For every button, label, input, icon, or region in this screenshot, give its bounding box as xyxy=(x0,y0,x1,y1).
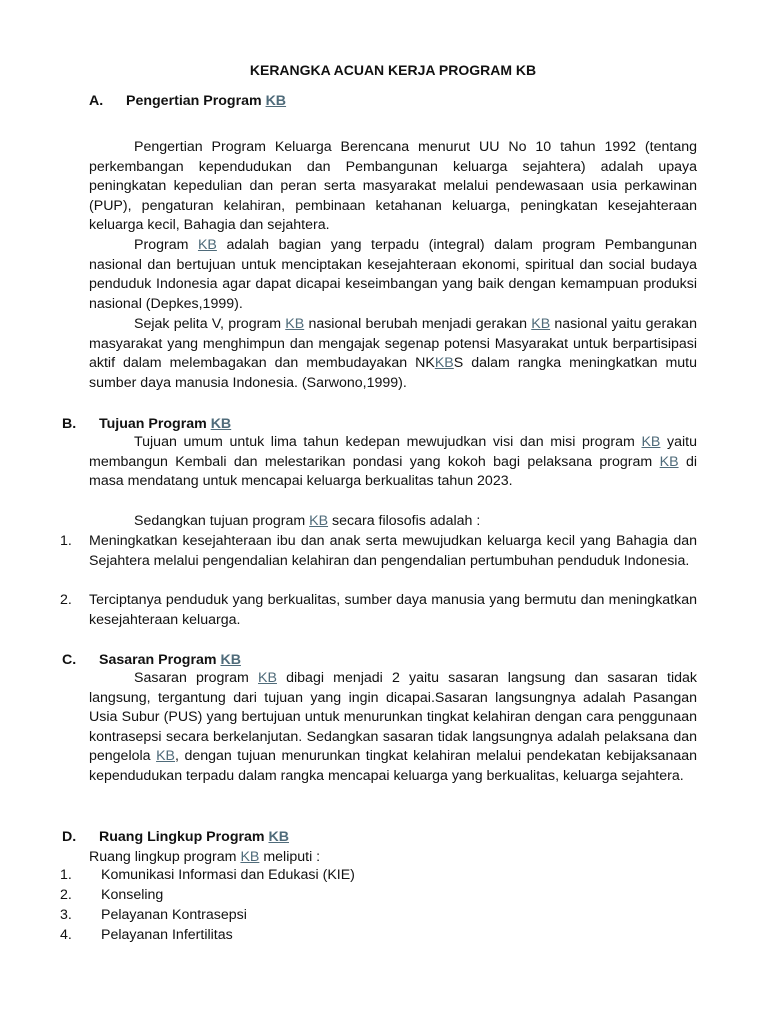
list-number: 3. xyxy=(60,907,72,923)
kb-link[interactable]: KB xyxy=(156,748,175,765)
paragraph-text: Ruang lingkup program xyxy=(89,849,237,865)
section-d-intro xyxy=(89,847,320,867)
document-title: KERANGKA ACUAN KERJA PROGRAM KB xyxy=(249,62,537,78)
paragraph-text: secara filosofis adalah : xyxy=(332,513,481,529)
kb-link[interactable]: KB xyxy=(641,434,661,450)
paragraph-text: Sasaran program xyxy=(134,670,249,686)
paragraph-text: Program xyxy=(134,237,189,253)
kb-link[interactable]: KB xyxy=(240,849,260,865)
section-d-title: Ruang Lingkup Program xyxy=(99,829,265,845)
list-number: 4. xyxy=(60,927,72,943)
list-text: Konseling xyxy=(101,887,164,903)
list-text: Pelayanan Infertilitas xyxy=(101,927,233,943)
list-number: 1. xyxy=(60,867,72,883)
kb-link[interactable]: KB xyxy=(197,237,217,253)
kb-link[interactable]: KB xyxy=(285,316,305,332)
kb-link[interactable]: KB xyxy=(210,416,232,432)
section-d-label: D. xyxy=(62,829,77,845)
section-a-paragraph-3 xyxy=(89,315,697,393)
list-number: 2. xyxy=(60,592,72,608)
section-a-label: A. xyxy=(89,93,104,109)
paragraph-text: Sedangkan tujuan program xyxy=(134,513,306,529)
list-item xyxy=(60,532,697,571)
section-b-label: B. xyxy=(62,416,77,432)
paragraph-text: Pengertian Program Keluarga Berencana menurut UU No 10 tahun 1992 (tentang perkembangan kependudukan dan Pembangunan keluarga sejahtera) adalah upaya peningkatan kepedulian dan peran serta masyarakat melalui pendewasaan usia perkawinan (PUP), pengaturan kelahiran, pembinaan ketahanan keluarga, peningkatan kesejahteraan keluarga kecil, Bahagia dan sejahtera. xyxy=(89,139,697,234)
list-text: Komunikasi Informasi dan Edukasi (KIE) xyxy=(101,867,355,883)
list-item xyxy=(60,906,697,926)
paragraph-text: nasional yaitu gerakan masyarakat yang menghimpun dan mengajak segenap potensi Masyarakat untuk berpartisipasi aktif dalam melembagakan dan membudayakan NK xyxy=(89,316,697,372)
kb-link[interactable]: KB xyxy=(258,670,277,686)
paragraph-text: meliputi : xyxy=(263,849,321,865)
paragraph-text: nasional berubah menjadi gerakan xyxy=(308,316,527,332)
kb-link[interactable]: KB xyxy=(265,93,287,109)
paragraph-text: dibagi menjadi 2 yaitu sasaran langsung dan sasaran tidak langsung, tergantung dari tujuan yang ingin dicapai.Sasaran langsungnya adalah Pasangan Usia Subur (PUS) yang bertujuan untuk menurunkan tingkat kelahiran dengan cara penggunaan kontrasepsi secara berkelanjutan. Sedangkan sasaran tidak langsungnya adalah pelaksana dan pengelola xyxy=(89,670,697,765)
list-text: Meningkatkan kesejahteraan ibu dan anak serta mewujudkan keluarga kecil yang Bahagia dan Sejahtera melalui pengendalian kelahiran dan pengendalian pertumbuhan penduduk Indonesia. xyxy=(89,533,697,569)
list-item xyxy=(60,926,697,946)
kb-link[interactable]: KB xyxy=(268,829,289,845)
section-b-paragraph-1 xyxy=(89,433,697,492)
list-item xyxy=(60,591,697,630)
section-a-paragraph-1 xyxy=(89,138,697,236)
list-number: 1. xyxy=(60,533,72,549)
paragraph-text: Tujuan umum untuk lima tahun kedepan mewujudkan visi dan misi program xyxy=(134,434,635,450)
kb-link[interactable]: KB xyxy=(220,652,241,668)
section-c-label: C. xyxy=(62,652,77,668)
section-b-paragraph-2 xyxy=(89,512,697,532)
list-number: 2. xyxy=(60,887,72,903)
paragraph-text: Sejak pelita V, program xyxy=(134,316,282,332)
paragraph-text: yaitu membangun Kembali dan melestarikan pondasi yang kokoh bagi pelaksana program xyxy=(89,434,697,470)
section-b-title: Tujuan Program xyxy=(99,416,207,432)
paragraph-text: adalah bagian yang terpadu (integral) dalam program Pembangunan nasional dan bertujuan untuk menciptakan kesejahteraan ekonomi, spiritual dan social budaya penduduk Indonesia agar dapat dicapai keseimbangan yang baik dengan kemampuan produksi nasional (Depkes,1999). xyxy=(89,237,697,312)
section-c-paragraph-1 xyxy=(89,669,697,787)
paragraph-text: , dengan tujuan menurunkan tingkat kelahiran melalui pendekatan kebijaksanaan kependudukan terpadu dalam rangka mencapai keluarga yang berkualitas, keluarga sejahtera. xyxy=(89,748,698,784)
section-c-title: Sasaran Program xyxy=(99,652,217,668)
section-a-paragraph-2 xyxy=(89,236,697,314)
paragraph-text: S dalam rangka meningkatkan mutu sumber daya manusia Indonesia. (Sarwono,1999). xyxy=(89,355,698,391)
kb-link[interactable]: KB xyxy=(434,355,454,372)
kb-link[interactable]: KB xyxy=(659,453,679,470)
list-item xyxy=(60,886,697,906)
list-text: Pelayanan Kontrasepsi xyxy=(101,907,247,923)
list-text: Terciptanya penduduk yang berkualitas, sumber daya manusia yang bermutu dan meningkatkan kesejahteraan keluarga. xyxy=(89,592,697,628)
section-a-title: Pengertian Program xyxy=(126,93,262,109)
paragraph-text: di masa mendatang untuk mencapai keluarga berkualitas tahun 2023. xyxy=(89,453,697,490)
kb-link[interactable]: KB xyxy=(531,316,551,332)
kb-link[interactable]: KB xyxy=(309,513,329,529)
list-item xyxy=(60,866,697,886)
